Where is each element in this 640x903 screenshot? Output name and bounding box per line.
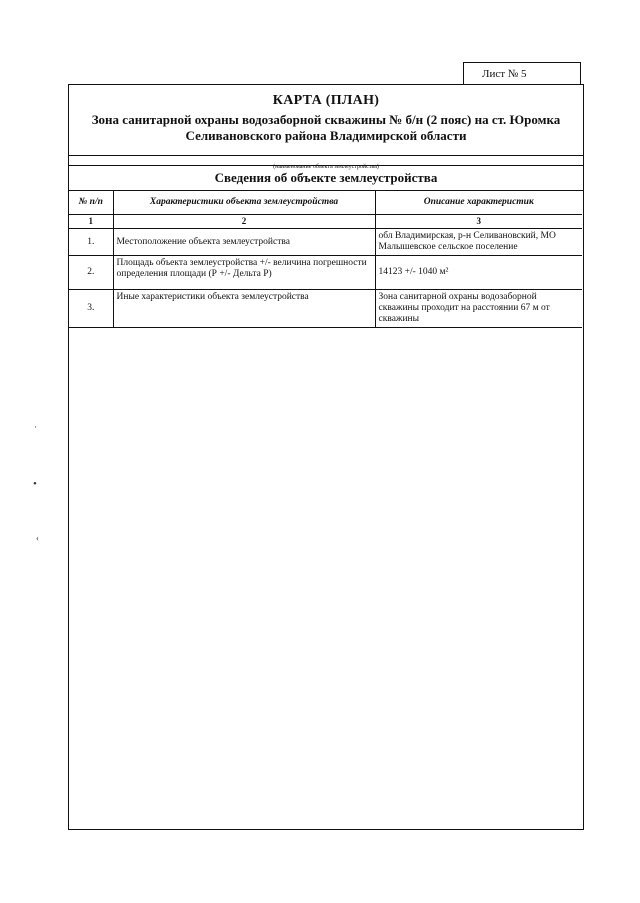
- table-row: [69, 229, 582, 256]
- document-title: КАРТА (ПЛАН): [272, 93, 380, 108]
- scan-mark: •: [33, 478, 37, 490]
- section-title: Сведения об объекте землеустройства: [214, 170, 438, 185]
- header-characteristic: Характеристики объекта землеустройства: [113, 190, 375, 215]
- sheet-number-label: Лист № 5: [463, 62, 581, 84]
- row-index: 1.: [69, 229, 113, 256]
- section-header: [69, 165, 583, 191]
- characteristics-table: [69, 190, 582, 328]
- row-characteristic: Иные характеристики объекта землеустройства: [113, 290, 375, 328]
- row-description: Зона санитарной охраны водозаборной скважины проходит на расстоянии 67 м от скважины: [375, 290, 582, 328]
- header-description: Описание характеристик: [375, 190, 582, 215]
- row-index: 3.: [69, 290, 113, 328]
- column-number-row: [69, 215, 582, 229]
- row-index: 2.: [69, 256, 113, 290]
- row-description: 14123 +/- 1040 м²: [375, 256, 582, 290]
- table-row: [69, 256, 582, 290]
- column-number: 1: [69, 215, 113, 229]
- title-note: (наименование объекта землеустройства): [273, 164, 379, 170]
- title-block: [69, 85, 583, 156]
- row-description: обл Владимирская, р-н Селивановский, МО Малышевское сельское поселение: [375, 229, 582, 256]
- scan-mark: ‹: [36, 533, 39, 543]
- column-number: 2: [113, 215, 375, 229]
- header-index: № п/п: [69, 190, 113, 215]
- row-characteristic: Площадь объекта землеустройства +/- величина погрешности определения площади (Р +/- Дельта Р): [113, 256, 375, 290]
- document-frame: [68, 84, 584, 830]
- table-row: [69, 290, 582, 328]
- row-characteristic: Местоположение объекта землеустройства: [113, 229, 375, 256]
- scan-mark: ·: [34, 422, 37, 432]
- table-header-row: [69, 190, 582, 215]
- document-subtitle: Зона санитарной охраны водозаборной скважины № б/н (2 пояс) на ст. Юромка Селивановского района Владимирской области: [91, 112, 561, 143]
- column-number: 3: [375, 215, 582, 229]
